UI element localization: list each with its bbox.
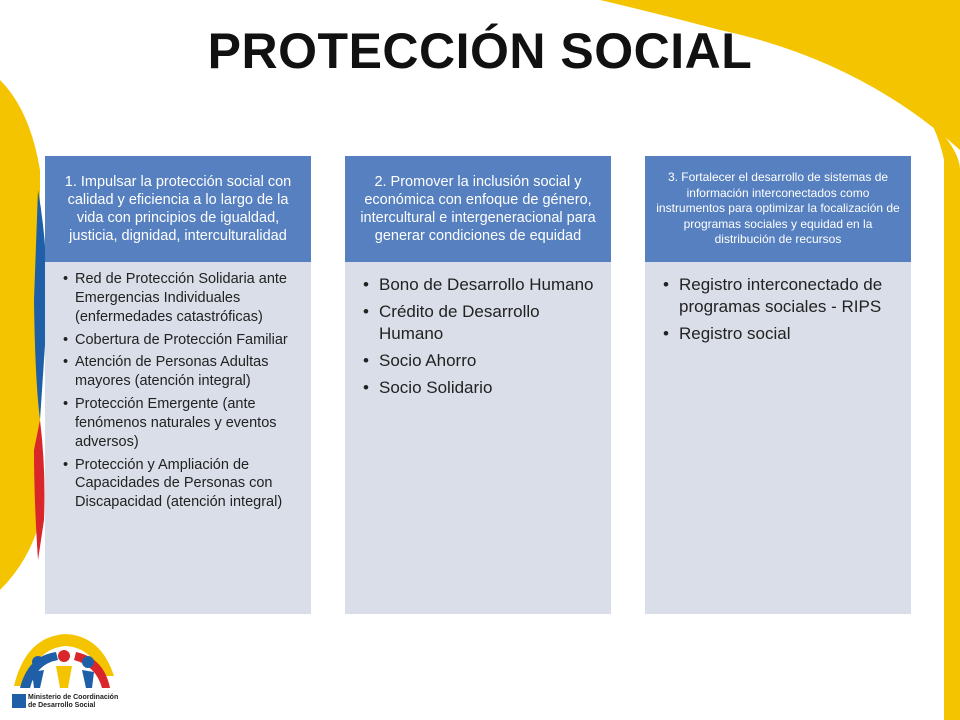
- column-1-heading: 1. Impulsar la protección social con calidad y eficiencia a lo largo de la vida con principios de igualdad, justicia, dignidad, interculturalidad: [45, 156, 311, 262]
- list-item: • Red de Protección Solidaria ante Emergencias Individuales (enfermedades catastróficas): [65, 270, 295, 327]
- left-yellow-band: [0, 80, 40, 590]
- column-2-list: [345, 262, 611, 399]
- column-1-list: [45, 262, 311, 512]
- logo-figure-head-3: [82, 656, 94, 668]
- column-3: [645, 156, 911, 614]
- list-item: • Socio Ahorro: [365, 350, 595, 372]
- logo-seal: [12, 694, 26, 708]
- logo-figure-body-2: [56, 666, 72, 688]
- column-3-heading: 3. Fortalecer el desarrollo de sistemas de información interconectados como instrumentos para optimizar la focalización de programas sociales y equidad en la distribución de recursos: [645, 156, 911, 262]
- right-yellow-band: [930, 120, 960, 720]
- list-item: • Cobertura de Protección Familiar: [65, 331, 295, 350]
- column-2-heading: 2. Promover la inclusión social y económica con enfoque de género, intercultural e intergeneracional para generar condiciones de equidad: [345, 156, 611, 262]
- list-item: • Registro interconectado de programas sociales - RIPS: [665, 274, 895, 318]
- list-item: • Bono de Desarrollo Humano: [365, 274, 595, 296]
- list-item: • Protección Emergente (ante fenómenos naturales y eventos adversos): [65, 395, 295, 452]
- logo-figure-body-1: [32, 670, 44, 688]
- logo-figure-body-3: [82, 670, 94, 688]
- column-1: [45, 156, 311, 614]
- list-item: • Socio Solidario: [365, 377, 595, 399]
- logo-figure-head-1: [32, 656, 44, 668]
- logo-caption-line-2: de Desarrollo Social: [28, 701, 96, 709]
- column-2: [345, 156, 611, 614]
- list-item: • Crédito de Desarrollo Humano: [365, 301, 595, 345]
- page-title: PROTECCIÓN SOCIAL: [207, 23, 753, 79]
- list-item: • Registro social: [665, 323, 895, 345]
- logo-caption: [28, 694, 118, 709]
- list-item: • Protección y Ampliación de Capacidades de Personas con Discapacidad (atención integral): [65, 456, 295, 513]
- logo-caption-line-1: Ministerio de Coordinación: [28, 694, 119, 701]
- list-item: • Atención de Personas Adultas mayores (atención integral): [65, 353, 295, 391]
- column-3-list: [645, 262, 911, 345]
- logo-figure-head-2: [58, 650, 70, 662]
